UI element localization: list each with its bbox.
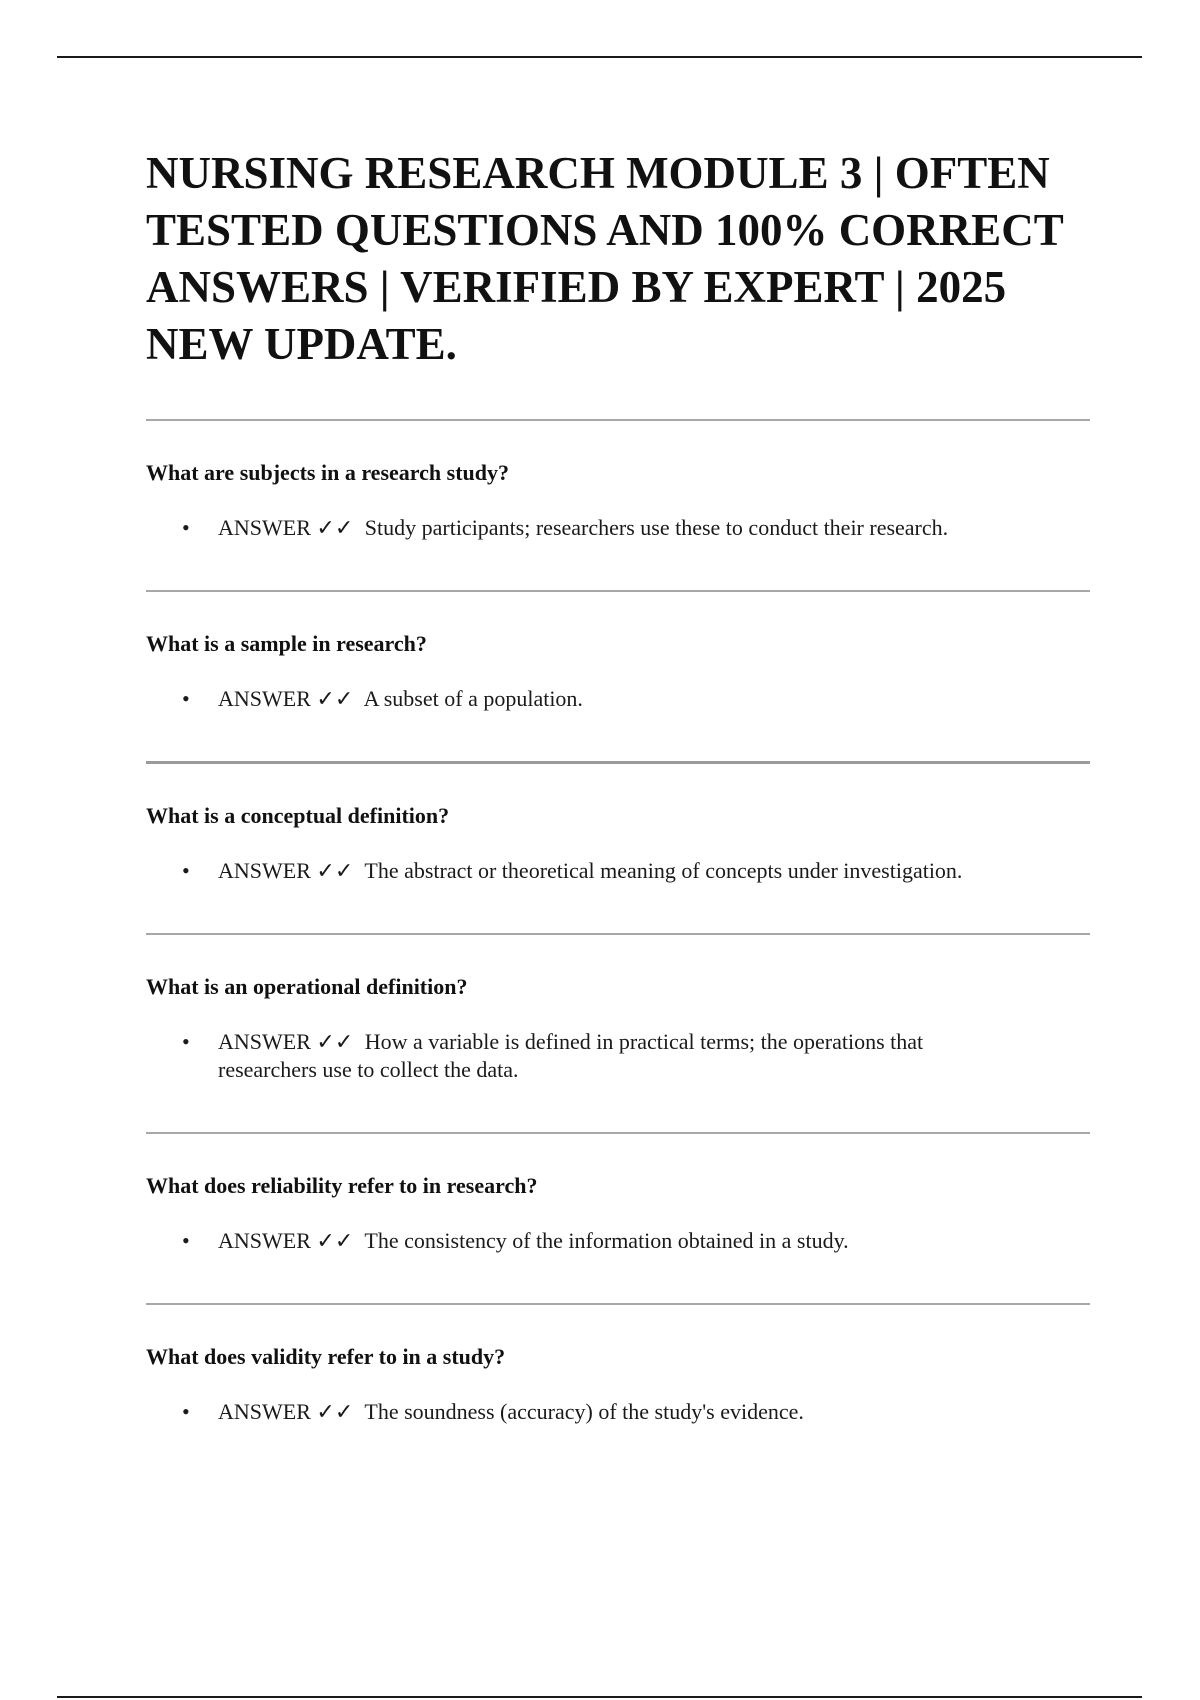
answer-list <box>146 1398 1090 1426</box>
question-text: What is a conceptual definition? <box>146 803 450 828</box>
answer-item <box>146 1398 1018 1426</box>
question-text: What is a sample in research? <box>146 631 427 656</box>
answer-item <box>146 1028 1018 1084</box>
question-text: What does reliability refer to in research? <box>146 1173 538 1198</box>
qa-item <box>146 1303 1090 1474</box>
document-title: NURSING RESEARCH MODULE 3 | OFTEN TESTED QUESTIONS AND 100% CORRECT ANSWERS | VERIFIED BY EXPERT | 2025 NEW UPDATE. <box>146 148 1063 369</box>
bullet-icon: • <box>182 858 190 883</box>
bullet-icon: • <box>182 1228 190 1253</box>
answer-item <box>146 1227 1018 1255</box>
qa-item <box>146 419 1090 590</box>
qa-item <box>146 761 1090 933</box>
page-bottom-rule <box>57 1696 1142 1698</box>
answer-text: Study participants; researchers use these to conduct their research. <box>364 515 949 540</box>
answer-prefix: ANSWER ✓✓ <box>218 858 354 883</box>
answer-prefix: ANSWER ✓✓ <box>218 686 354 711</box>
answer-prefix: ANSWER ✓✓ <box>218 1228 354 1253</box>
qa-list <box>146 419 1090 1474</box>
answer-item <box>146 685 1018 713</box>
bullet-icon: • <box>182 1029 190 1054</box>
document-body <box>146 145 1090 1474</box>
answer-item <box>146 857 1018 885</box>
page-top-rule <box>57 56 1142 58</box>
bullet-icon: • <box>182 515 190 540</box>
answer-list <box>146 514 1090 542</box>
qa-item <box>146 1132 1090 1303</box>
answer-prefix: ANSWER ✓✓ <box>218 1399 354 1424</box>
answer-list <box>146 1227 1090 1255</box>
question-text: What does validity refer to in a study? <box>146 1344 506 1369</box>
bullet-icon: • <box>182 686 190 711</box>
answer-prefix: ANSWER ✓✓ <box>218 1029 354 1054</box>
answer-list <box>146 685 1090 713</box>
answer-list <box>146 857 1090 885</box>
answer-text: The soundness (accuracy) of the study's evidence. <box>364 1399 804 1424</box>
question-text: What are subjects in a research study? <box>146 460 509 485</box>
qa-item <box>146 590 1090 761</box>
answer-text: The abstract or theoretical meaning of concepts under investigation. <box>364 858 963 883</box>
answer-text: A subset of a population. <box>363 686 583 711</box>
qa-item <box>146 933 1090 1132</box>
answer-item <box>146 514 1018 542</box>
answer-list <box>146 1028 1090 1084</box>
bullet-icon: • <box>182 1399 190 1424</box>
answer-prefix: ANSWER ✓✓ <box>218 515 354 540</box>
answer-text: How a variable is defined in practical terms; the operations that researchers use to collect the data. <box>218 1029 924 1082</box>
answer-text: The consistency of the information obtained in a study. <box>364 1228 849 1253</box>
question-text: What is an operational definition? <box>146 974 468 999</box>
